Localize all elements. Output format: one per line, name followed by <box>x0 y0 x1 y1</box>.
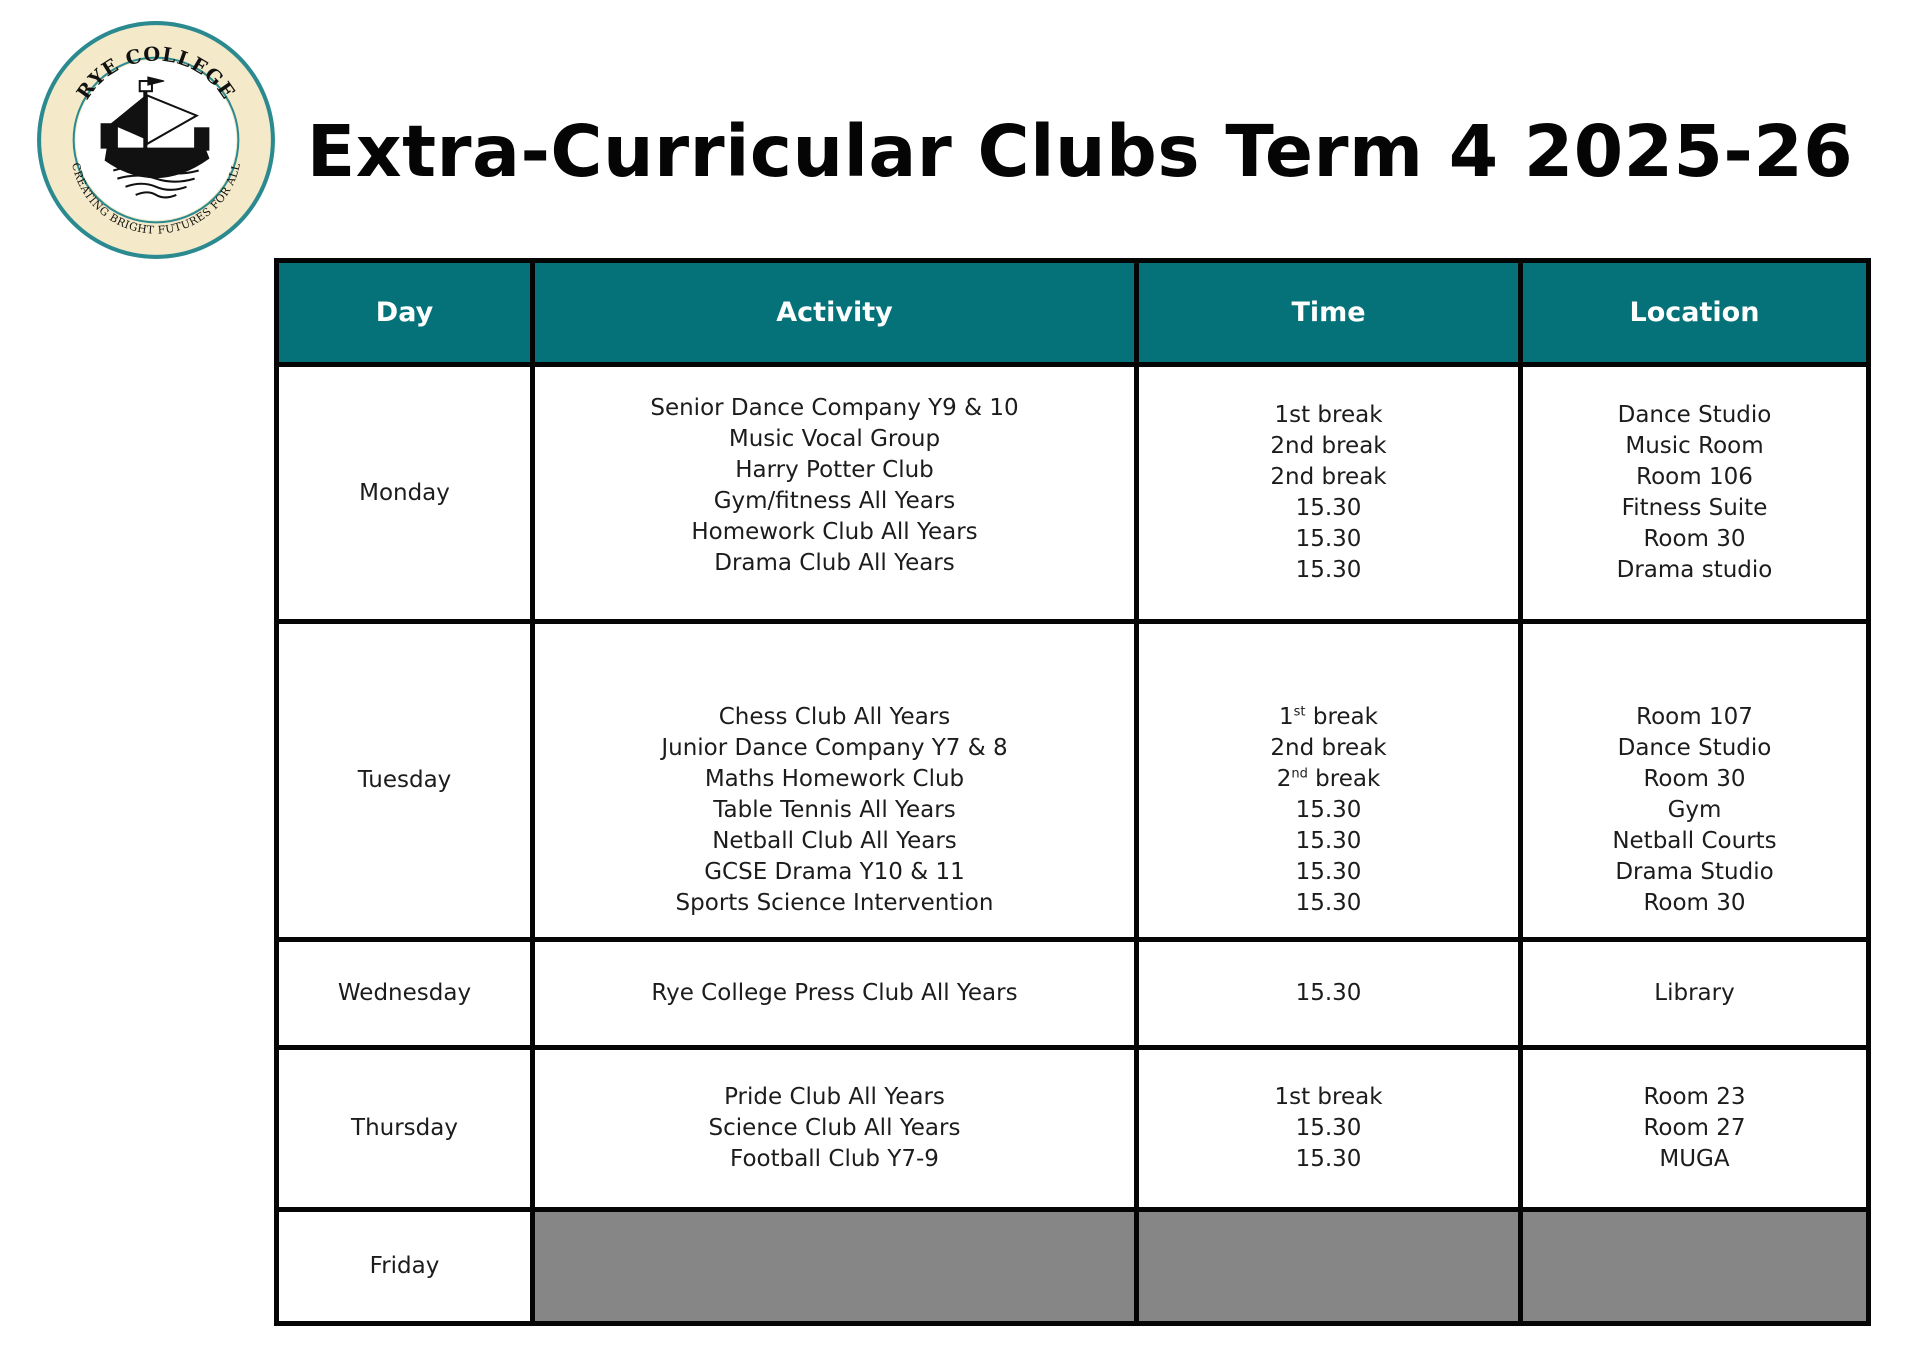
clubs-timetable <box>274 258 1871 1326</box>
location-cell <box>1521 1048 1869 1210</box>
activity-item: Football Club Y7-9 <box>730 1146 939 1172</box>
header-location: Location <box>1521 261 1869 365</box>
table-row-thursday <box>277 1048 1869 1210</box>
college-logo <box>34 18 278 262</box>
location-item: Room 27 <box>1643 1115 1746 1141</box>
empty-location-cell <box>1521 1210 1869 1324</box>
time-item: 15.30 <box>1295 1146 1362 1172</box>
day-cell: Thursday <box>277 1048 533 1210</box>
activity-cell <box>533 940 1137 1048</box>
table-row-monday <box>277 365 1869 622</box>
location-item: Room 30 <box>1643 766 1746 792</box>
location-item: Fitness Suite <box>1621 495 1768 521</box>
location-cell <box>1521 940 1869 1048</box>
activity-item: Rye College Press Club All Years <box>651 980 1018 1006</box>
header-time: Time <box>1137 261 1521 365</box>
location-item: Library <box>1654 980 1735 1006</box>
page-title: Extra-Curricular Clubs Term 4 2025-26 <box>306 110 1854 193</box>
location-item: Netball Courts <box>1612 828 1777 854</box>
time-item: 15.30 <box>1295 980 1362 1006</box>
activity-item: Senior Dance Company Y9 & 10 <box>650 395 1019 421</box>
activity-item: Pride Club All Years <box>724 1084 945 1110</box>
location-cell <box>1521 365 1869 622</box>
location-item: Dance Studio <box>1617 402 1772 428</box>
time-item: 15.30 <box>1295 526 1362 552</box>
day-cell: Wednesday <box>277 940 533 1048</box>
location-item: Room 30 <box>1643 890 1746 916</box>
location-item: Gym <box>1667 797 1722 823</box>
time-item: 2nd break <box>1270 433 1387 459</box>
time-item: 1st break <box>1274 402 1383 428</box>
table-row-friday <box>277 1210 1869 1324</box>
time-item: 2nd break <box>1270 464 1387 490</box>
time-item: 15.30 <box>1295 828 1362 854</box>
activity-item: Maths Homework Club <box>704 766 965 792</box>
header-row <box>277 261 1869 365</box>
logo-motto: CREATING BRIGHT FUTURES FOR ALL <box>69 161 243 237</box>
time-item: 15.30 <box>1295 859 1362 885</box>
header-activity: Activity <box>533 261 1137 365</box>
time-item: 15.30 <box>1295 1115 1362 1141</box>
activity-item: Sports Science Intervention <box>675 890 994 916</box>
activity-item: Homework Club All Years <box>691 519 978 545</box>
table-row-wednesday <box>277 940 1869 1048</box>
activity-item: GCSE Drama Y10 & 11 <box>704 859 965 885</box>
activity-item: Table Tennis All Years <box>713 797 956 823</box>
location-item: MUGA <box>1659 1146 1730 1172</box>
day-cell: Monday <box>277 365 533 622</box>
time-cell <box>1137 365 1521 622</box>
header-day: Day <box>277 261 533 365</box>
activity-item: Drama Club All Years <box>714 550 955 576</box>
activity-item: Gym/fitness All Years <box>713 488 956 514</box>
time-cell <box>1137 940 1521 1048</box>
location-item: Dance Studio <box>1617 735 1772 761</box>
activity-cell <box>533 622 1137 940</box>
location-item: Drama Studio <box>1615 859 1774 885</box>
time-item: 15.30 <box>1295 495 1362 521</box>
school-crest-icon <box>34 18 278 262</box>
location-cell <box>1521 622 1869 940</box>
empty-activity-cell <box>533 1210 1137 1324</box>
activity-cell <box>533 365 1137 622</box>
time-item: 15.30 <box>1295 797 1362 823</box>
activity-item: Harry Potter Club <box>735 457 934 483</box>
activity-item: Chess Club All Years <box>718 704 951 730</box>
activity-item: Netball Club All Years <box>712 828 957 854</box>
location-item: Room 106 <box>1636 464 1753 490</box>
location-item: Room 30 <box>1643 526 1746 552</box>
time-item: 1st break <box>1274 1084 1383 1110</box>
time-item: 15.30 <box>1295 890 1362 916</box>
table-row-tuesday <box>277 622 1869 940</box>
time-cell <box>1137 1048 1521 1210</box>
location-item: Room 107 <box>1636 704 1753 730</box>
location-item: Music Room <box>1625 433 1764 459</box>
time-item: 15.30 <box>1295 557 1362 583</box>
location-item: Room 23 <box>1643 1084 1746 1110</box>
activity-cell <box>533 1048 1137 1210</box>
empty-time-cell <box>1137 1210 1521 1324</box>
day-cell: Tuesday <box>277 622 533 940</box>
activity-item: Junior Dance Company Y7 & 8 <box>661 735 1008 761</box>
activity-item: Music Vocal Group <box>728 426 941 452</box>
activity-item: Science Club All Years <box>708 1115 961 1141</box>
time-item: 1st break <box>1279 704 1378 730</box>
time-item: 2nd break <box>1276 766 1381 792</box>
time-item: 2nd break <box>1270 735 1387 761</box>
location-item: Drama studio <box>1616 557 1773 583</box>
time-cell <box>1137 622 1521 940</box>
day-cell: Friday <box>277 1210 533 1324</box>
logo-name: RYE COLLEGE <box>71 42 241 104</box>
